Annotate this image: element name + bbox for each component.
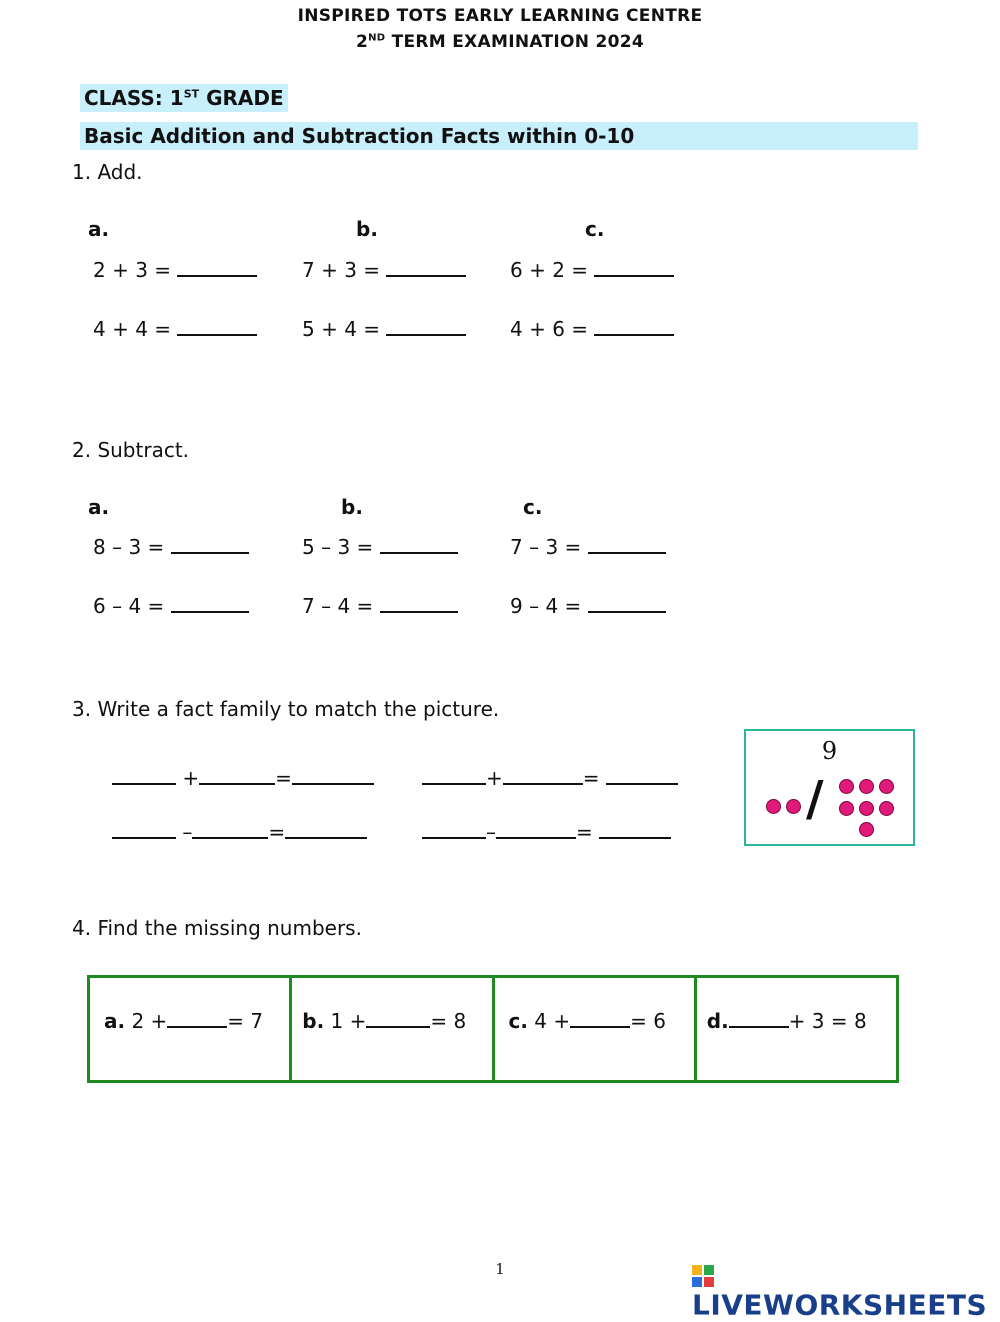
topic-banner: Basic Addition and Subtraction Facts within 0-10 xyxy=(80,122,918,150)
answer-blank[interactable] xyxy=(422,765,486,785)
answer-blank[interactable] xyxy=(496,819,576,839)
q1-label-a: a. xyxy=(88,217,110,241)
q2-b2: 7 – 4 = xyxy=(302,593,458,618)
answer-blank[interactable] xyxy=(171,593,249,613)
exam-title: 2ND TERM EXAMINATION 2024 xyxy=(355,32,645,52)
answer-blank[interactable] xyxy=(366,1008,430,1028)
answer-blank[interactable] xyxy=(285,819,367,839)
answer-blank[interactable] xyxy=(594,316,674,336)
answer-blank[interactable] xyxy=(503,765,583,785)
answer-blank[interactable] xyxy=(171,534,249,554)
missing-number-cell-c: c. 4 + = 6 xyxy=(495,978,697,1080)
school-name: INSPIRED TOTS EARLY LEARNING CENTRE xyxy=(297,6,703,26)
q1-b1: 7 + 3 = xyxy=(302,257,466,282)
answer-blank[interactable] xyxy=(606,765,678,785)
class-label: CLASS: 1ST GRADE xyxy=(80,84,288,112)
missing-number-cell-b: b. 1 + = 8 xyxy=(292,978,494,1080)
answer-blank[interactable] xyxy=(380,534,458,554)
q1-label-b: b. xyxy=(356,217,378,241)
q3-title: 3. Write a fact family to match the picture. xyxy=(72,697,500,721)
answer-blank[interactable] xyxy=(380,593,458,613)
q2-a1: 8 – 3 = xyxy=(93,534,249,559)
fact-family-sub-2: – = xyxy=(422,819,671,844)
q1-c1: 6 + 2 = xyxy=(510,257,674,282)
answer-blank[interactable] xyxy=(588,593,666,613)
q4-title: 4. Find the missing numbers. xyxy=(72,916,362,940)
q1-label-c: c. xyxy=(585,217,605,241)
answer-blank[interactable] xyxy=(192,819,268,839)
answer-blank[interactable] xyxy=(386,316,466,336)
answer-blank[interactable] xyxy=(112,819,176,839)
dot-icon xyxy=(786,799,801,814)
answer-blank[interactable] xyxy=(177,257,257,277)
q2-label-a: a. xyxy=(88,495,110,519)
answer-blank[interactable] xyxy=(422,819,486,839)
q2-a2: 6 – 4 = xyxy=(93,593,249,618)
dot-icon xyxy=(859,779,874,794)
dot-icon xyxy=(879,779,894,794)
dot-icon xyxy=(859,822,874,837)
liveworksheets-icon xyxy=(692,1261,714,1283)
q1-b2: 5 + 4 = xyxy=(302,316,466,341)
dot-icon xyxy=(766,799,781,814)
liveworksheets-logo: LIVEWORKSHEETS xyxy=(692,1254,1000,1322)
q1-a2: 4 + 4 = xyxy=(93,316,257,341)
q2-label-c: c. xyxy=(523,495,543,519)
answer-blank[interactable] xyxy=(599,819,671,839)
q2-label-b: b. xyxy=(341,495,363,519)
missing-numbers-table xyxy=(87,975,899,1083)
fact-family-sub-1: – = xyxy=(112,819,367,844)
fact-family-add-1: + = xyxy=(112,765,374,790)
answer-blank[interactable] xyxy=(594,257,674,277)
q1-a1: 2 + 3 = xyxy=(93,257,257,282)
dot-icon xyxy=(859,801,874,816)
answer-blank[interactable] xyxy=(588,534,666,554)
answer-blank[interactable] xyxy=(199,765,275,785)
fact-family-add-2: + = xyxy=(422,765,678,790)
answer-blank[interactable] xyxy=(729,1008,789,1028)
q2-b1: 5 – 3 = xyxy=(302,534,458,559)
missing-number-cell-d: d. + 3 = 8 xyxy=(706,1009,867,1033)
q1-c2: 4 + 6 = xyxy=(510,316,674,341)
dot-icon xyxy=(839,779,854,794)
answer-blank[interactable] xyxy=(167,1008,227,1028)
number-bond-picture xyxy=(744,729,915,846)
missing-number-cell-a: a. 2 + = 7 xyxy=(90,978,292,1080)
answer-blank[interactable] xyxy=(177,316,257,336)
q2-c1: 7 – 3 = xyxy=(510,534,666,559)
q2-c2: 9 – 4 = xyxy=(510,593,666,618)
answer-blank[interactable] xyxy=(386,257,466,277)
q2-title: 2. Subtract. xyxy=(72,438,190,462)
answer-blank[interactable] xyxy=(570,1008,630,1028)
dot-icon xyxy=(839,801,854,816)
dot-icon xyxy=(879,801,894,816)
q1-title: 1. Add. xyxy=(72,160,143,184)
answer-blank[interactable] xyxy=(292,765,374,785)
answer-blank[interactable] xyxy=(112,765,176,785)
picture-total: 9 xyxy=(821,737,838,765)
page-number: 1 xyxy=(495,1260,505,1278)
picture-slash: / xyxy=(806,771,824,827)
